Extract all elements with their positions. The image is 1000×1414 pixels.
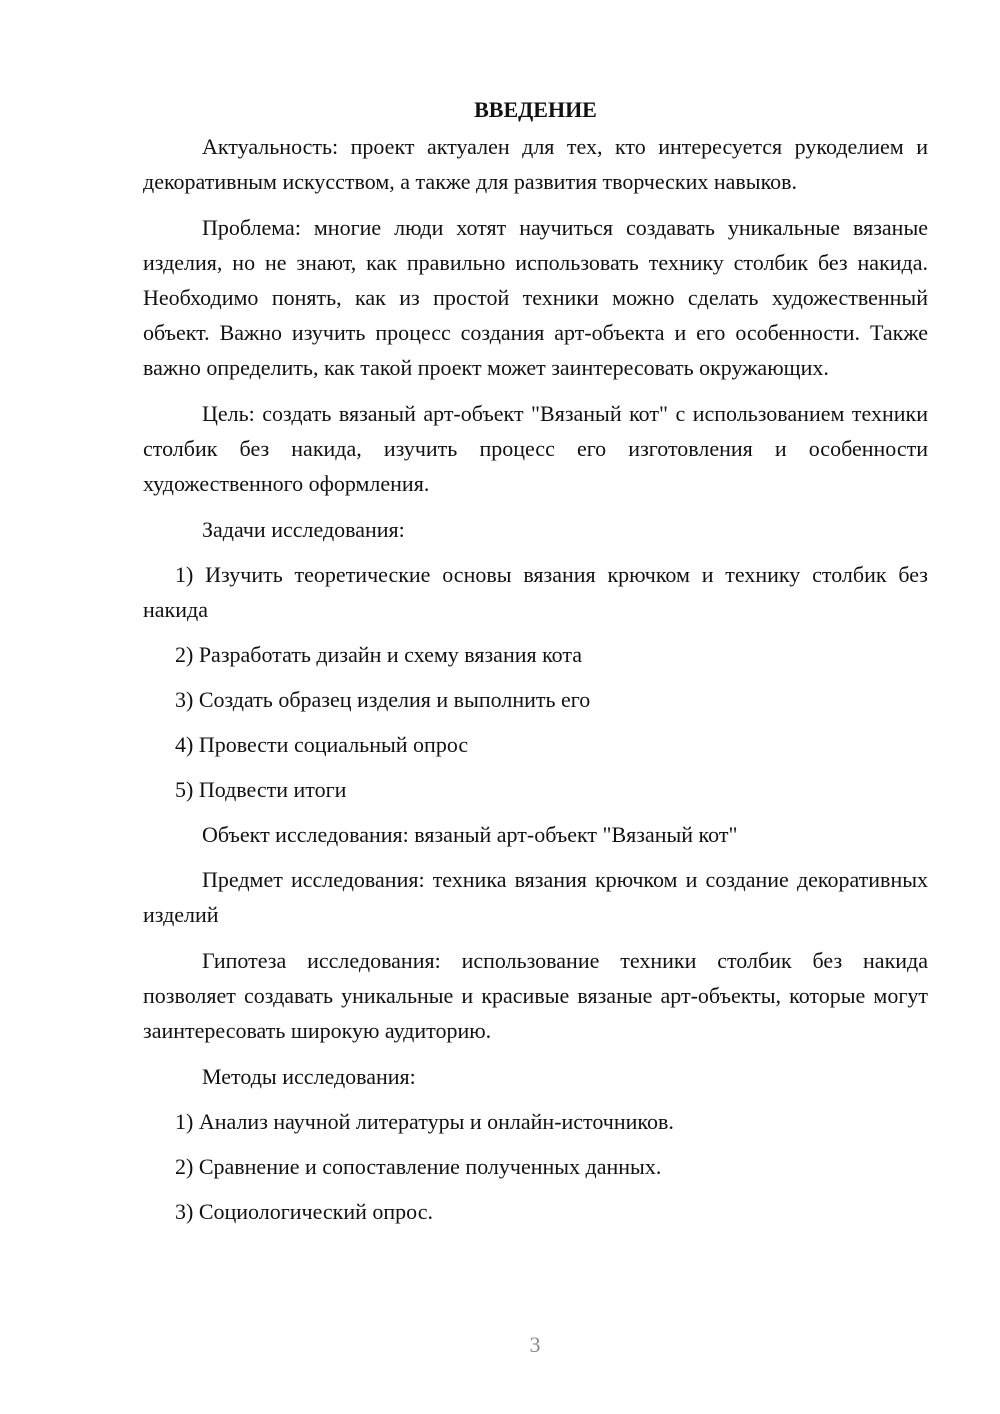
problem-paragraph: Проблема: многие люди хотят научиться создавать уникальные вязаные изделия, но не знают, как правильно использовать технику столбик без накида. Необходимо понять, как из простой техники можно сделать художественный объект. Важно изучить процесс создания арт-объекта и его особенности. Также важно определить, как такой проект может заинтересовать окружающих. xyxy=(143,215,928,380)
task-item-2: 2) Разработать дизайн и схему вязания кота xyxy=(175,642,583,667)
task-item-3: 3) Создать образец изделия и выполнить его xyxy=(175,687,591,712)
task-item-4: 4) Провести социальный опрос xyxy=(175,732,469,757)
page-title: ВВЕДЕНИЕ xyxy=(474,97,597,122)
hypothesis-paragraph: Гипотеза исследования: использование техники столбик без накида позволяет создавать уникальные и красивые вязаные арт-объекты, которые могут заинтересовать широкую аудиторию. xyxy=(143,948,928,1043)
page-content xyxy=(143,92,928,1239)
subject-paragraph: Предмет исследования: техника вязания крючком и создание декоративных изделий xyxy=(143,867,928,927)
page-number: 3 xyxy=(529,1332,541,1357)
tasks-heading: Задачи исследования: xyxy=(202,517,405,542)
method-item-2: 2) Сравнение и сопоставление полученных данных. xyxy=(175,1154,662,1179)
method-item-3: 3) Социологический опрос. xyxy=(175,1199,433,1224)
object-paragraph: Объект исследования: вязаный арт-объект "Вязаный кот" xyxy=(202,822,738,847)
goal-paragraph: Цель: создать вязаный арт-объект "Вязаный кот" с использованием техники столбик без накида, изучить процесс его изготовления и особенности художественного оформления. xyxy=(143,401,928,496)
relevance-paragraph: Актуальность: проект актуален для тех, кто интересуется рукоделием и декоративным искусством, а также для развития творческих навыков. xyxy=(143,134,928,194)
task-item-1: 1) Изучить теоретические основы вязания крючком и технику столбик без накида xyxy=(143,562,928,622)
method-item-1: 1) Анализ научной литературы и онлайн-источников. xyxy=(175,1109,674,1134)
methods-heading: Методы исследования: xyxy=(202,1064,416,1089)
task-item-5: 5) Подвести итоги xyxy=(175,777,347,802)
